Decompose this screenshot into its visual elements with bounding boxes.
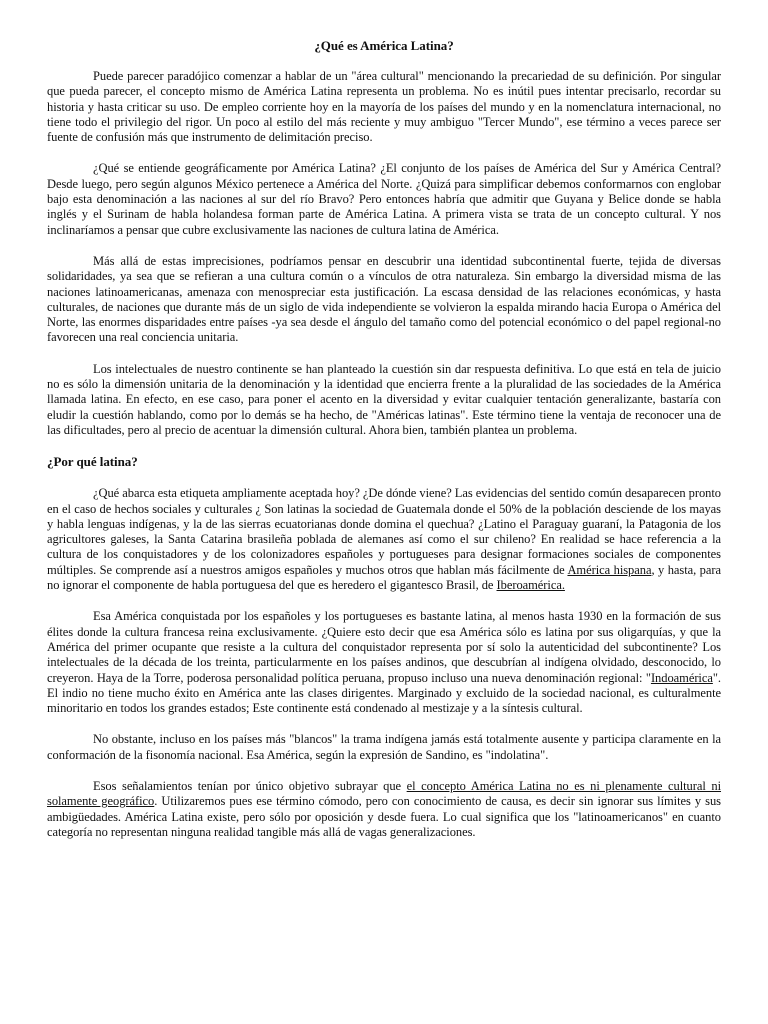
paragraph-8 [47, 779, 721, 840]
document-body [47, 38, 721, 856]
paragraph-6 [47, 609, 721, 716]
underlined-statement: el concepto América Latina no es ni plenamente cultural ni solamente geográfico [47, 778, 722, 809]
paragraph-3: Más allá de estas imprecisiones, podríamos pensar en descubrir una identidad subcontinental fuerte, tejida de diversas solidaridades, ya sea que se refieran a una cultura común o a vínculos de otra naturaleza. Sin embargo la diversidad misma de las naciones latinoamericanas, amenaza con menospreciar esta justificación. La escasa densidad de las relaciones económicas, y hasta culturales, de naciones que durante más de un siglo de vida independiente se volvieron la espalda mirando hacia Europa o América del Norte, las enormes disparidades entre países -ya sea desde el ángulo del tamaño como del potencial económico o del papel regional-no favorecen una real conciencia unitaria. [47, 253, 721, 345]
section-heading: ¿Por qué latina? [47, 454, 138, 470]
paragraph-2: ¿Qué se entiende geográficamente por América Latina? ¿El conjunto de los países de América del Sur y América Central? Desde luego, pero según algunos México pertenece a América del Norte. ¿Quizá para simplificar debemos conformarnos con englobar bajo esta denominación a las naciones al sur del río Bravo? Pero entonces habría que admitir que Guyana y Belice donde se habla inglés y el Surinam de habla holandesa forman parte de América Latina. A primera vista se trata de un concepto cultural. Y nos inclinaríamos a pensar que cubre exclusivamente las naciones de cultura latina de América. [47, 161, 721, 237]
paragraph-7: No obstante, incluso en los países más "blancos" la trama indígena jamás está totalmente ausente y participa claramente en la conformación de la fisonomía nacional. Esa América, según la expresión de Sandino, es "indolatina". [47, 732, 721, 762]
paragraph-6-text-a: Esa América conquistada por los españoles y los portugueses es bastante latina, al menos hasta 1930 en la formación de sus élites donde la cultura francesa reina exclusivamente. ¿Quiere esto decir que esa América sólo es latina por sus oligarquías, y que la América del primer ocupante que resiste a la cultura del conquistador representa por sí solo la autenticidad del subcontinente? Los intelectuales de la década de los treinta, particularmente en los países andinos, que descubrían al indígena olvidado, desconocido, lo creyeron. Haya de la Torre, poderosa personalidad política peruana, propuso incluso una nueva denominación regional: " [47, 609, 721, 685]
paragraph-4: Los intelectuales de nuestro continente se han planteado la cuestión sin dar respuesta definitiva. Lo que está en tela de juicio no es sólo la dimensión unitaria de la denominación y la identidad que encierra frente a la pluralidad de las sociedades de la América llamada latina. En efecto, en ese caso, para poner el acento en la diversidad y evitar cualquier tentación generalizante, bastaría con eludir la cuestión hablando, como por lo demás se ha hecho, de "Américas latinas". Este término tiene la ventaja de reconocer una de las dificultades, pero al precio de acentuar la dimensión cultural. Ahora bien, también plantea un problema. [47, 361, 721, 437]
america-hispana-link[interactable]: América hispana [567, 562, 652, 577]
iberoamerica-link[interactable]: Iberoamérica. [496, 578, 565, 593]
paragraph-5 [47, 486, 721, 593]
indoamerica-link[interactable]: Indoamérica [650, 670, 713, 685]
page-title: ¿Qué es América Latina? [314, 38, 454, 53]
paragraph-8-text-b: . Utilizaremos pues ese término cómodo, pero con conocimiento de causa, es decir sin ignorar sus límites y sus ambigüedades. América Latina existe, pero sólo por oposición y desde fuera. Lo cual significa que los "latinoamericanos" en cuanto categoría no representan ninguna realidad tangible más allá de vagas generalizaciones. [47, 794, 721, 839]
paragraph-6-text-b: ". El indio no tiene mucho éxito en América ante las clases dirigentes. Marginado y excluido de la sociedad nacional, es culturalmente minoritario en todos los grandes estados; Este continente está condenado al mestizaje y a la síntesis cultural. [47, 670, 721, 716]
paragraph-1: Puede parecer paradójico comenzar a hablar de un "área cultural" mencionando la precariedad de su definición. Por singular que pueda parecer, el concepto mismo de América Latina representa un problema. No es inútil pues intentar precisarlo, recordar su historia y hasta criticar su uso. De empleo corriente hoy en la mayoría de los países del mundo y en la nomenclatura internacional, no tiene todo el privilegio del rigor. Un poco al estilo del más reciente y muy ambiguo "Tercer Mundo", ese término a veces parece ser fuente de confusión más que instrumento de delimitación preciso. [47, 69, 721, 145]
paragraph-8-text-a: Esos señalamientos tenían por único objetivo subrayar que [93, 778, 407, 793]
paragraph-5-text-a: ¿Qué abarca esta etiqueta ampliamente aceptada hoy? ¿De dónde viene? Las evidencias del sentido común desaparecen pronto en el caso de hechos sociales y culturales ¿ Son latinas la sociedad de Guatemala donde el 50% de la población desciende de los mayas y habla lenguas indígenas, y la de las sierras ecuatorianas donde domina el quechua? ¿Latino el Paraguay guaraní, la Patagonia de los agricultores galeses, la Santa Catarina brasileña poblada de alemanes así como el sur chileno? En realidad se hace referencia a la cultura de los conquistadores y de los colonizadores españoles y portugueses para designar formaciones sociales de componentes múltiples. Se comprende así a nuestros amigos españoles y muchos otros que hablan más fácilmente de [47, 486, 721, 577]
paragraph-5-text-b: , y hasta, para no ignorar el componente de habla portuguesa del que es heredero el gigantesco Brasil, de [47, 562, 721, 593]
